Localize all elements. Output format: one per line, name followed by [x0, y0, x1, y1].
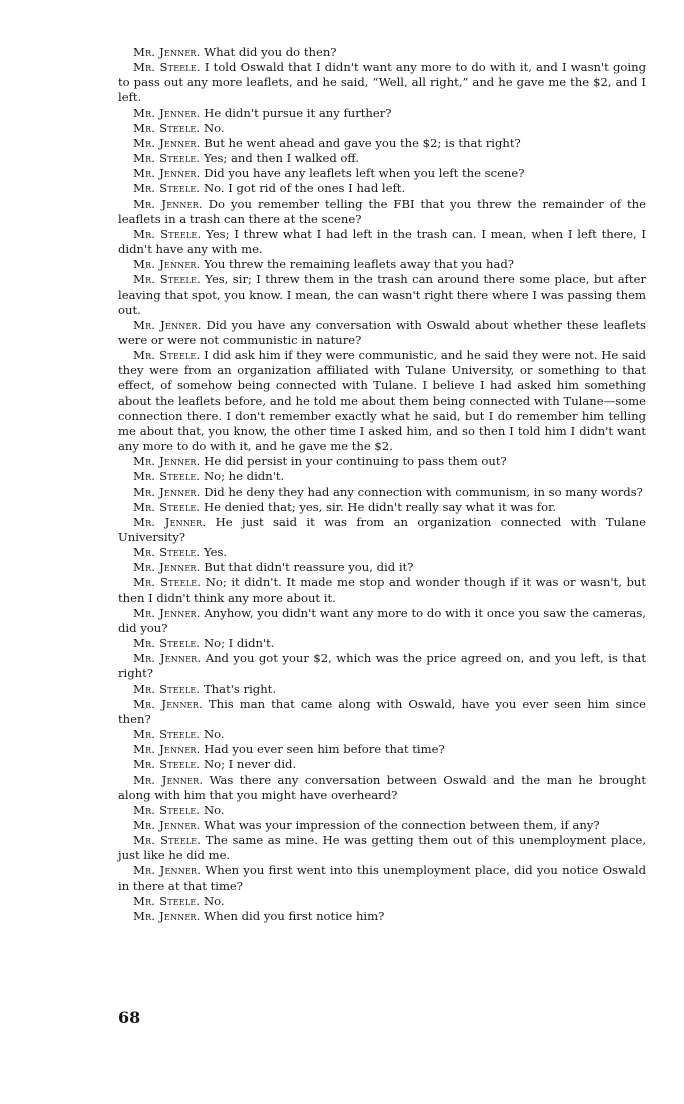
testimony-paragraph: [118, 318, 646, 348]
speaker-name: Mr. Steele.: [133, 575, 202, 590]
testimony-text: No; he didn't.: [203, 469, 285, 484]
speaker-name: Mr. Jenner.: [133, 817, 201, 832]
speaker-name: Mr. Steele.: [133, 226, 202, 241]
testimony-paragraph: [118, 651, 646, 681]
speaker-name: Mr. Steele.: [133, 181, 201, 196]
testimony-paragraph: [118, 60, 646, 105]
testimony-text: What did you do then?: [204, 45, 337, 59]
speaker-name: Mr. Steele.: [133, 348, 201, 363]
testimony-text: No; I never did.: [203, 757, 297, 772]
transcript-body: [118, 45, 646, 924]
testimony-text: No; I didn't.: [203, 636, 275, 651]
testimony-text: No. I got rid of the ones I had left.: [203, 181, 406, 196]
speaker-name: Mr. Steele.: [133, 833, 202, 848]
testimony-text: When did you first notice him?: [204, 908, 385, 923]
speaker-name: Mr. Steele.: [133, 636, 201, 651]
speaker-name: Mr. Steele.: [133, 681, 201, 696]
testimony-text: No.: [203, 120, 225, 135]
speaker-name: Mr. Jenner.: [133, 257, 201, 272]
speaker-name: Mr. Jenner.: [133, 772, 204, 787]
speaker-name: Mr. Jenner.: [133, 908, 201, 923]
testimony-text: But he went ahead and gave you the $2; is that right?: [204, 135, 521, 150]
testimony-text: No.: [203, 802, 225, 817]
testimony-text: When you first went into this unemployment place, did you notice Oswald in there at that time?: [118, 863, 646, 893]
testimony-text: I told Oswald that I didn't want any more to do with it, and I wasn't going to pass out any more leaflets, and he said, “Well, all right,” and he gave me the $2, and I left.: [118, 60, 647, 105]
testimony-text: No; it didn't. It made me stop and wonder though if it was or wasn't, but then I didn't think any more about it.: [118, 575, 647, 605]
testimony-paragraph: [118, 500, 646, 515]
testimony-paragraph: [118, 485, 646, 500]
speaker-name: Mr. Steele.: [133, 757, 201, 772]
speaker-name: Mr. Steele.: [133, 60, 201, 75]
testimony-text: No.: [203, 727, 225, 742]
speaker-name: Mr. Jenner.: [133, 863, 202, 878]
speaker-name: Mr. Jenner.: [133, 514, 207, 529]
testimony-text: He didn't pursue it any further?: [204, 105, 392, 120]
testimony-text: Anyhow, you didn't want any more to do with it once you saw the cameras, did you?: [118, 605, 646, 635]
speaker-name: Mr. Jenner.: [133, 696, 203, 711]
testimony-paragraph: [118, 106, 646, 121]
testimony-paragraph: [118, 682, 646, 697]
testimony-paragraph: [118, 515, 646, 545]
testimony-paragraph: [118, 45, 646, 60]
testimony-paragraph: [118, 257, 646, 272]
testimony-text: Had you ever seen him before that time?: [204, 742, 445, 757]
testimony-text: But that didn't reassure you, did it?: [204, 560, 414, 575]
speaker-name: Mr. Steele.: [133, 545, 201, 560]
testimony-paragraph: [118, 181, 646, 196]
speaker-name: Mr. Jenner.: [133, 166, 201, 181]
testimony-text: Did you have any leaflets left when you left the scene?: [204, 166, 525, 181]
testimony-text: Was there any conversation between Oswald and the man he brought along with him that you might have overheard?: [118, 772, 646, 802]
testimony-paragraph: [118, 469, 646, 484]
page-number: 68: [118, 1008, 141, 1027]
speaker-name: Mr. Jenner.: [133, 560, 201, 575]
testimony-paragraph: [118, 818, 646, 833]
testimony-paragraph: [118, 757, 646, 772]
speaker-name: Mr. Steele.: [133, 893, 201, 908]
testimony-text: No.: [203, 893, 225, 908]
testimony-text: He just said it was from an organization connected with Tulane University?: [118, 514, 646, 544]
testimony-paragraph: [118, 833, 646, 863]
speaker-name: Mr. Steele.: [133, 120, 201, 135]
speaker-name: Mr. Jenner.: [133, 105, 201, 120]
testimony-paragraph: [118, 727, 646, 742]
testimony-paragraph: [118, 697, 646, 727]
testimony-paragraph: [118, 560, 646, 575]
speaker-name: Mr. Steele.: [133, 272, 201, 287]
speaker-name: Mr. Steele.: [133, 469, 201, 484]
testimony-paragraph: [118, 166, 646, 181]
testimony-paragraph: [118, 803, 646, 818]
speaker-name: Mr. Steele.: [133, 499, 201, 514]
speaker-name: Mr. Jenner.: [133, 651, 202, 666]
testimony-text: I did ask him if they were communistic, and he said they were not. He said they were from an organization affiliated with Tulane University, or something to that effect, of somehow being connected with Tulane. I believe I had asked him something about the leaflets before, and he told me about them being connected with Tulane—some connection there. I don't remember exactly what he said, but I do remember him telling me about that, you know, the other time I asked him, and so then I told him I didn't want any more to do with it, and he gave me the $2.: [118, 348, 647, 454]
testimony-paragraph: [118, 636, 646, 651]
testimony-text: Yes, sir; I threw them in the trash can around there some place, but after leaving that spot, you know. I mean, the can wasn't right there where I was passing them out.: [118, 272, 646, 317]
testimony-paragraph: [118, 121, 646, 136]
speaker-name: Mr. Steele.: [133, 727, 201, 742]
speaker-name: Mr. Jenner.: [133, 196, 203, 211]
testimony-paragraph: [118, 773, 646, 803]
speaker-name: Mr. Jenner.: [133, 605, 201, 620]
testimony-text: That's right.: [203, 681, 277, 696]
speaker-name: Mr. Jenner.: [133, 317, 202, 332]
speaker-name: Mr. Jenner.: [133, 742, 201, 757]
speaker-name: Mr. Steele.: [133, 151, 201, 166]
testimony-paragraph: [118, 136, 646, 151]
testimony-text: Yes; I threw what I had left in the trash can. I mean, when I left there, I didn't have any with me.: [118, 226, 647, 257]
testimony-text: You threw the remaining leaflets away that you had?: [204, 257, 514, 272]
speaker-name: Mr. Jenner.: [133, 45, 201, 59]
testimony-paragraph: [118, 606, 646, 636]
testimony-paragraph: [118, 227, 646, 257]
speaker-name: Mr. Steele.: [133, 802, 201, 817]
testimony-paragraph: [118, 348, 646, 454]
testimony-paragraph: [118, 894, 646, 909]
testimony-text: Did you have any conversation with Oswald about whether these leaflets were or were not communistic in nature?: [118, 317, 646, 347]
testimony-paragraph: [118, 272, 646, 317]
testimony-paragraph: [118, 863, 646, 893]
testimony-text: The same as mine. He was getting them out of this unemployment place, just like he did me.: [118, 833, 647, 863]
testimony-paragraph: [118, 151, 646, 166]
speaker-name: Mr. Jenner.: [133, 484, 201, 499]
testimony-text: He did persist in your continuing to pass them out?: [204, 454, 507, 469]
testimony-text: Do you remember telling the FBI that you threw the remainder of the leaflets in a trash can there at the scene?: [118, 196, 646, 226]
testimony-text: What was your impression of the connection between them, if any?: [204, 817, 600, 832]
testimony-paragraph: [118, 454, 646, 469]
testimony-text: And you got your $2, which was the price agreed on, and you left, is that right?: [118, 651, 646, 681]
testimony-text: Yes; and then I walked off.: [203, 151, 359, 166]
testimony-text: Did he deny they had any connection with communism, in so many words?: [204, 484, 643, 499]
testimony-paragraph: [118, 742, 646, 757]
speaker-name: Mr. Jenner.: [133, 454, 201, 469]
testimony-text: Yes.: [203, 545, 228, 560]
speaker-name: Mr. Jenner.: [133, 135, 201, 150]
testimony-text: He denied that; yes, sir. He didn't really say what it was for.: [203, 499, 557, 514]
testimony-paragraph: [118, 909, 646, 924]
testimony-paragraph: [118, 545, 646, 560]
testimony-paragraph: [118, 197, 646, 227]
testimony-paragraph: [118, 575, 646, 605]
testimony-text: This man that came along with Oswald, have you ever seen him since then?: [118, 696, 647, 726]
